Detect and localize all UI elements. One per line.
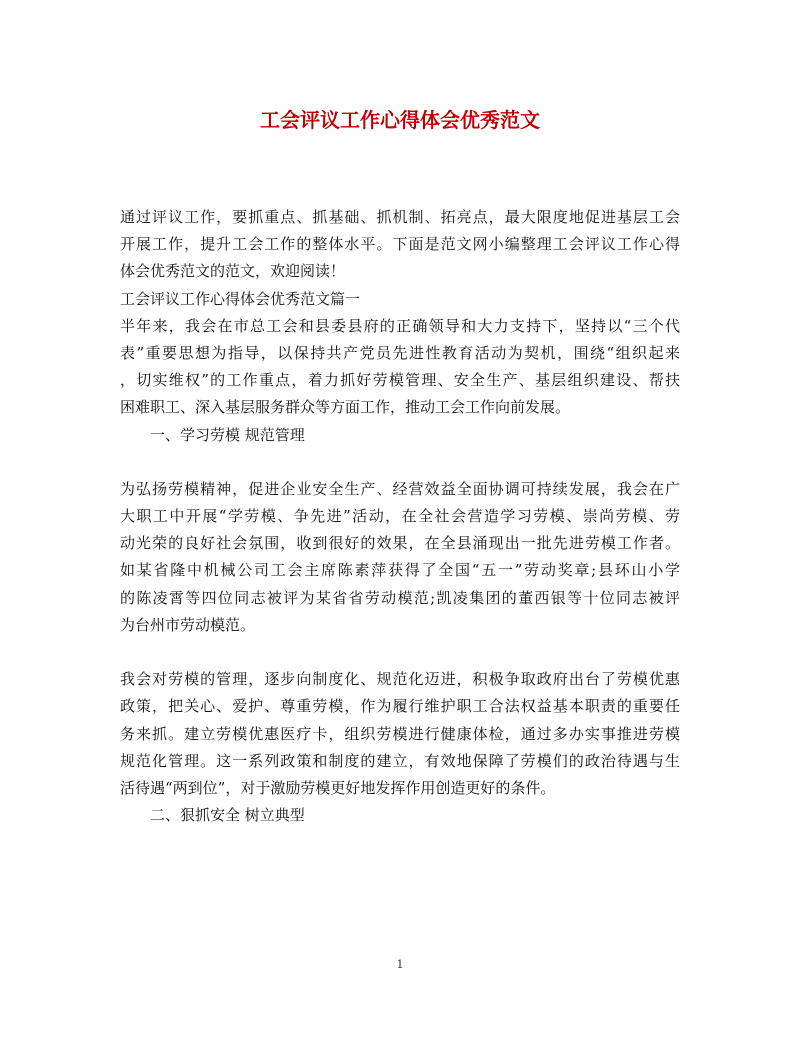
text-line: 如某省隆中机械公司工会主席陈素萍获得了全国“五一”劳动奖章;县环山小学 (120, 561, 680, 580)
section-heading: 工会评议工作心得体会优秀范文篇一 (120, 289, 361, 308)
text-line: 通过评议工作，要抓重点、抓基础、抓机制、拓亮点，最大限度地促进基层工会 (120, 208, 680, 226)
text-line: 的陈凌霄等四位同志被评为某省省劳动模范;凯凌集团的董西银等十位同志被评 (120, 588, 680, 607)
text-line: 务来抓。建立劳模优惠医疗卡，组织劳模进行健康体检，通过多办实事推进劳模 (120, 724, 680, 743)
subheading: 一、学习劳模 规范管理 (150, 425, 305, 444)
text-line: 体会优秀范文的范文，欢迎阅读！ (120, 262, 346, 281)
text-line: 活待遇“两到位”，对于激励劳模更好地发挥作用创造更好的条件。 (120, 778, 556, 797)
document-title: 工会评议工作心得体会优秀范文 (260, 108, 540, 132)
document-body (120, 204, 680, 829)
text-line: 为台州市劳动模范。 (120, 615, 256, 634)
text-line: 困难职工、深入基层服务群众等方面工作，推动工会工作向前发展。 (120, 398, 571, 417)
text-line: 动光荣的良好社会氛围，收到很好的效果，在全县涌现出一批先进劳模工作者。 (120, 534, 680, 553)
text-line: ，切实维权”的工作重点，着力抓好劳模管理、安全生产、基层组织建设、帮扶 (120, 371, 680, 390)
text-line: 规范化管理。这一系列政策和制度的建立，有效地保障了劳模们的政治待遇与生 (120, 751, 680, 770)
text-line: 开展工作，提升工会工作的整体水平。下面是范文网小编整理工会评议工作心得 (120, 235, 680, 254)
text-line: 大职工中开展“学劳模、争先进”活动，在全社会营造学习劳模、崇尚劳模、劳 (120, 507, 680, 526)
text-line: 为弘扬劳模精神，促进企业安全生产、经营效益全面协调可持续发展，我会在广 (120, 479, 680, 498)
text-line: 我会对劳模的管理，逐步向制度化、规范化迈进，积极争取政府出台了劳模优惠 (120, 670, 680, 689)
page-number: 1 (396, 958, 404, 971)
text-line: 政策，把关心、爱护、尊重劳模，作为履行维护职工合法权益基本职责的重要任 (120, 697, 680, 716)
subheading: 二、狠抓安全 树立典型 (150, 806, 305, 825)
text-line: 表”重要思想为指导，以保持共产党员先进性教育活动为契机，围绕“组织起来 (120, 343, 680, 362)
text-line: 半年来，我会在市总工会和县委县府的正确领导和大力支持下，坚持以“三个代 (120, 316, 680, 335)
blank-line (120, 449, 680, 476)
blank-line (120, 639, 680, 666)
